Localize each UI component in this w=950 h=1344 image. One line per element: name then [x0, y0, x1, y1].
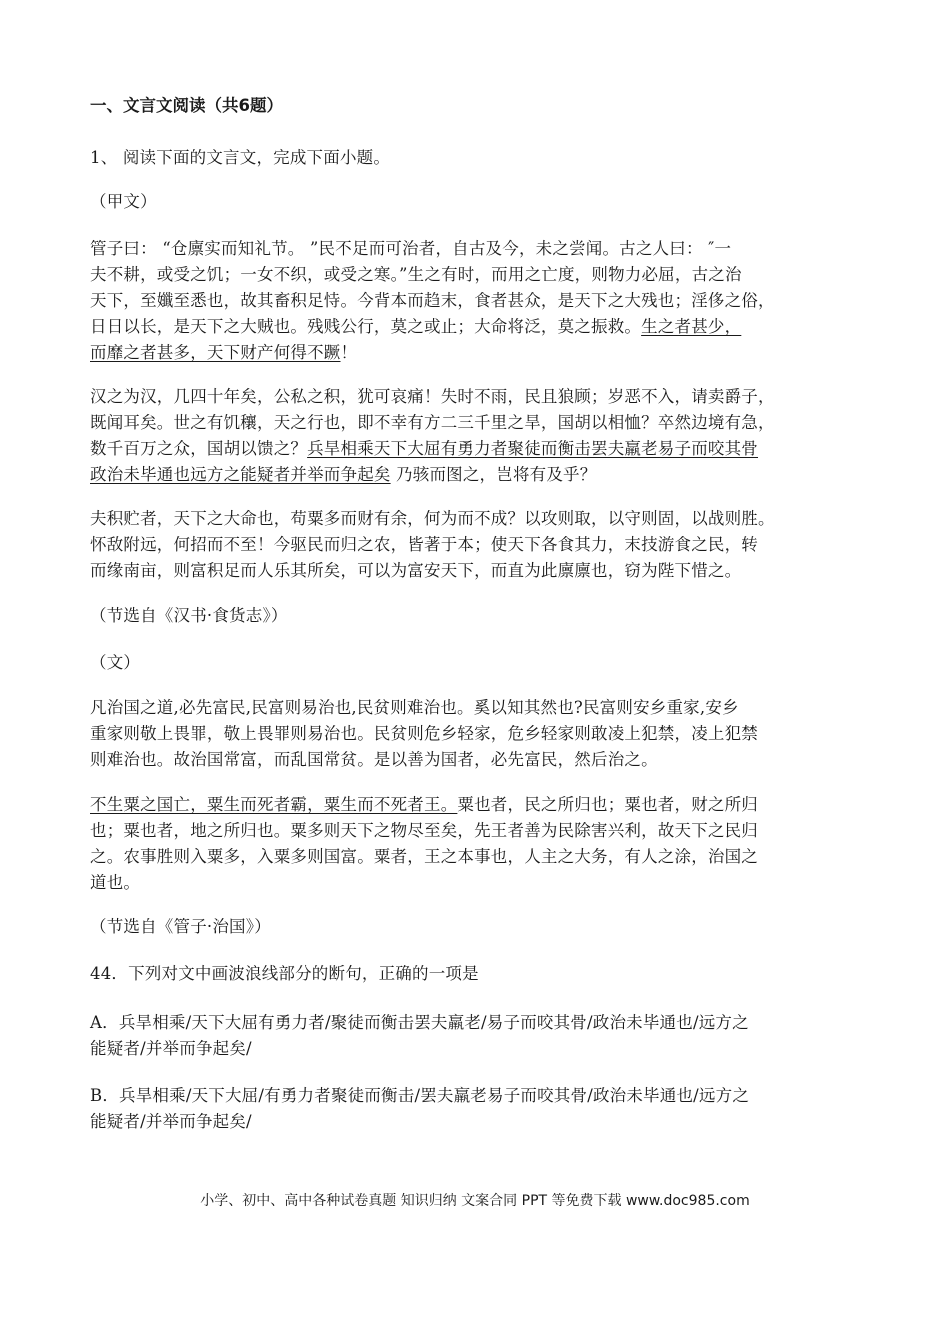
option-a [90, 1010, 865, 1062]
passage-a-source: （节选自《汉书·食货志》） [90, 606, 288, 625]
text-line: 重家则敬上畏罪，敬上畏罪则易治也。民贫则危乡轻家，危乡轻家则敢凌上犯禁，凌上犯禁 [90, 724, 758, 743]
text-line [90, 792, 865, 818]
text-line: 之。农事胜则入粟多，入粟多则国富。粟者，王之本事也，人主之大务，有人之涂，治国之 [90, 847, 758, 866]
option-b [90, 1083, 865, 1135]
text-line: 怀敌附远，何招而不至！今驱民而归之农，皆著于本；使天下各食其力，末技游食之民，转 [90, 535, 758, 554]
text-line: 天下，至孅至悉也，故其畜积足恃。今背本而趋末，食者甚众，是天下之大残也；淫侈之俗， [90, 291, 775, 310]
text-segment: 乃骇而图之，岂将有及乎？ [390, 465, 597, 484]
passage-a-paragraph-2 [90, 384, 865, 488]
passage-b-label: （文） [90, 653, 141, 672]
text-line [90, 462, 865, 488]
passage-a-paragraph-1 [90, 236, 865, 366]
text-line: 道也。 [90, 873, 141, 892]
text-line: 凡治国之道,必先富民,民富则易治也,民贫则难治也。奚以知其然也?民富则安乡重家,安乡 [90, 698, 739, 717]
wavy-underlined-text: 兵旱相乘天下大屈有勇力者聚徒而衡击罢夫羸老易子而咬其骨 [307, 439, 759, 458]
text-line: 也；粟也者，地之所归也。粟多则天下之物尽至矣，先王者善为民除害兴利，故天下之民归 [90, 821, 758, 840]
text-segment: 粟也者，民之所归也；粟也者，财之所归 [457, 795, 759, 814]
question-intro: 1、 阅读下面的文言文，完成下面小题。 [90, 148, 391, 167]
passage-a-paragraph-3 [90, 506, 865, 584]
question-44: 44．下列对文中画波浪线部分的断句，正确的一项是 [90, 964, 479, 983]
passage-b-paragraph-1 [90, 695, 865, 773]
text-segment: 日日以长，是天下之大贼也。残贱公行，莫之或止；大命将泛，莫之振救。 [90, 317, 642, 336]
text-line: 则难治也。故治国常富，而乱国常贫。是以善为国者，必先富民，然后治之。 [90, 750, 658, 769]
underlined-text: 而靡之者甚多，天下财产何得不蹶 [90, 343, 341, 362]
text-line: 既闻耳矣。世之有饥穰，天之行也，即不幸有方二三千里之旱，国胡以相恤？卒然边境有急， [90, 413, 775, 432]
underlined-text: 不生粟之国亡，粟生而死者霸，粟生而不死者王。 [90, 795, 458, 814]
text-line: 夫积贮者，天下之大命也，苟粟多而财有余，何为而不成？以攻则取，以守则固，以战则胜。 [90, 509, 775, 528]
text-line: 而缘南亩，则富积足而人乐其所矣，可以为富安天下，而直为此廪廪也，窃为陛下惜之。 [90, 561, 742, 580]
text-line: B．兵旱相乘/天下大屈/有勇力者聚徒而衡击/罢夫羸老易子而咬其骨/政治未毕通也/远方之 [90, 1086, 750, 1105]
text-line: A．兵旱相乘/天下大屈有勇力者/聚徒而衡击罢夫羸老/易子而咬其骨/政治未毕通也/远方之 [90, 1013, 749, 1032]
text-line [90, 314, 865, 340]
text-line: 汉之为汉，几四十年矣，公私之积，犹可哀痛！失时不雨，民且狼顾；岁恶不入，请卖爵子， [90, 387, 775, 406]
wavy-underlined-text: 政治未毕通也远方之能疑者并举而争起矣 [90, 465, 391, 484]
underlined-text: 生之者甚少， [641, 317, 742, 336]
text-line [90, 340, 865, 366]
passage-a-label: （甲文） [90, 192, 157, 211]
passage-b-source: （节选自《管子·治国》） [90, 917, 271, 936]
text-line: 能疑者/并举而争起矣/ [90, 1039, 252, 1058]
text-line: 能疑者/并举而争起矣/ [90, 1112, 252, 1131]
text-segment: 数千百万之众，国胡以馈之？ [90, 439, 308, 458]
passage-b-paragraph-2 [90, 792, 865, 896]
text-segment: ！ [340, 343, 358, 362]
text-line: 夫不耕，或受之饥；一女不织，或受之寒。”生之有时，而用之亡度，则物力必屈，古之治 [90, 265, 742, 284]
section-heading: 一、文言文阅读（共6题） [90, 96, 283, 115]
text-line: 管子曰： “仓廪实而知礼节。 ”民不足而可治者，自古及今，未之尝闻。古之人曰： ″一 [90, 239, 732, 258]
page-footer: 小学、初中、高中各种试卷真题 知识归纳 文案合同 PPT 等免费下载 www.doc985.com [200, 1193, 750, 1209]
text-line [90, 436, 865, 462]
